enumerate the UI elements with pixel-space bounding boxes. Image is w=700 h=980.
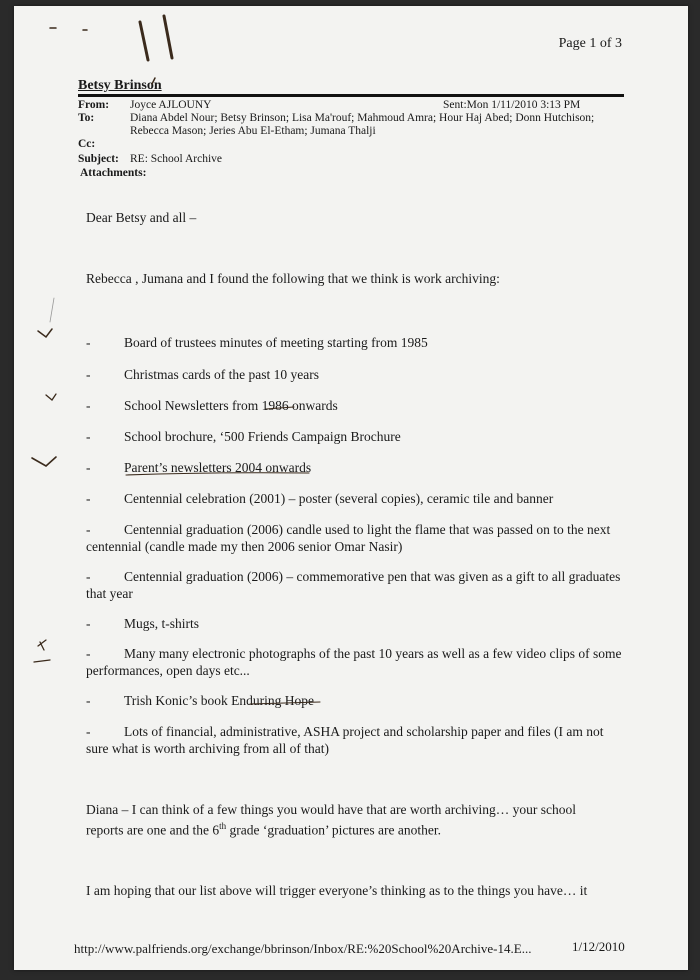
- greeting: Dear Betsy and all –: [86, 210, 197, 225]
- list-dash: -: [86, 460, 91, 475]
- list-dash: -: [86, 522, 91, 537]
- list-item-text: School Newsletters from 1986 onwards: [124, 398, 338, 413]
- closing-paragraph: I am hoping that our list above will trigger everyone’s thinking as to the things you have… it: [86, 883, 588, 898]
- from-value: Joyce AJLOUNY: [130, 99, 212, 111]
- list-dash: -: [86, 724, 91, 739]
- list-item-text: Christmas cards of the past 10 years: [124, 367, 319, 382]
- list-item: [86, 521, 626, 555]
- list-item-text: School brochure, ‘500 Friends Campaign Brochure: [124, 429, 401, 444]
- subject-value: RE: School Archive: [130, 153, 222, 165]
- to-value: Diana Abdel Nour; Betsy Brinson; Lisa Ma'rouf; Mahmoud Amra; Hour Haj Abed; Donn Hutchison; Rebecca Mason; Jeries Abu El-Etham; Jumana Thalji: [130, 112, 595, 137]
- list-item-text: Many many electronic photographs of the past 10 years as well as a few video clips of some performances, open days etc...: [86, 646, 622, 678]
- list-item-text: Board of trustees minutes of meeting starting from 1985: [124, 335, 428, 350]
- page-number: Page 1 of 3: [558, 36, 622, 51]
- list-item: [86, 645, 626, 679]
- list-dash: -: [86, 429, 91, 444]
- ordinal-suffix: th: [219, 821, 227, 831]
- diana-paragraph-text-end: grade ‘graduation’ pictures are another.: [226, 822, 441, 838]
- subject-label: Subject:: [78, 153, 119, 165]
- list-dash: -: [86, 646, 91, 661]
- list-item: [86, 568, 626, 602]
- footer-date: 1/12/2010: [572, 939, 625, 954]
- from-label: From:: [78, 99, 110, 111]
- pen-stroke-mark: [164, 16, 172, 58]
- pen-stroke-mark: [140, 22, 148, 60]
- diana-paragraph: [86, 801, 616, 839]
- document-page: [14, 6, 688, 970]
- check-mark: [46, 394, 56, 400]
- intro-paragraph: Rebecca , Jumana and I found the following that we think is work archiving:: [86, 271, 500, 286]
- cc-label: Cc:: [78, 138, 96, 150]
- check-mark: [38, 329, 52, 337]
- list-item-text: Trish Konic’s book Enduring Hope: [124, 693, 315, 708]
- list-item-text: Mugs, t-shirts: [124, 616, 200, 631]
- list-dash: -: [86, 335, 91, 350]
- pencil-mark: [50, 298, 54, 322]
- check-mark: [32, 457, 56, 466]
- list-item-text: Lots of financial, administrative, ASHA project and scholarship paper and files (I am not sure what is worth archiving from all of that): [86, 724, 604, 756]
- asterisk-mark: [38, 640, 46, 650]
- diana-paragraph-text: Diana – I can think of a few things you would have that are worth archiving… your school reports are one and the 6: [86, 802, 576, 838]
- list-dash: -: [86, 491, 91, 506]
- header-rule: [78, 94, 624, 97]
- list-item-text: Centennial celebration (2001) – poster (several copies), ceramic tile and banner: [124, 491, 554, 506]
- list-dash: -: [86, 693, 91, 708]
- list-item-text: Parent’s newsletters 2004 onwards: [124, 460, 312, 475]
- list-dash: -: [86, 367, 91, 382]
- footer-url: http://www.palfriends.org/exchange/bbrinson/Inbox/RE:%20School%20Archive-14.E...: [74, 941, 532, 956]
- list-dash: -: [86, 616, 91, 631]
- to-label: To:: [78, 112, 95, 124]
- mailbox-owner-name: Betsy Brinson: [78, 78, 162, 93]
- pen-stroke-mark: [34, 660, 50, 662]
- list-item: [86, 723, 626, 757]
- attachments-label: Attachments:: [80, 167, 147, 179]
- list-item-text: Centennial graduation (2006) candle used to light the flame that was passed on to the next centennial (candle made my then 2006 senior Omar Nasir): [86, 522, 611, 554]
- list-dash: -: [86, 398, 91, 413]
- sent-value: Sent:Mon 1/11/2010 3:13 PM: [443, 99, 581, 111]
- list-item-text: Centennial graduation (2006) – commemorative pen that was given as a gift to all graduates that year: [86, 569, 621, 601]
- list-dash: -: [86, 569, 91, 584]
